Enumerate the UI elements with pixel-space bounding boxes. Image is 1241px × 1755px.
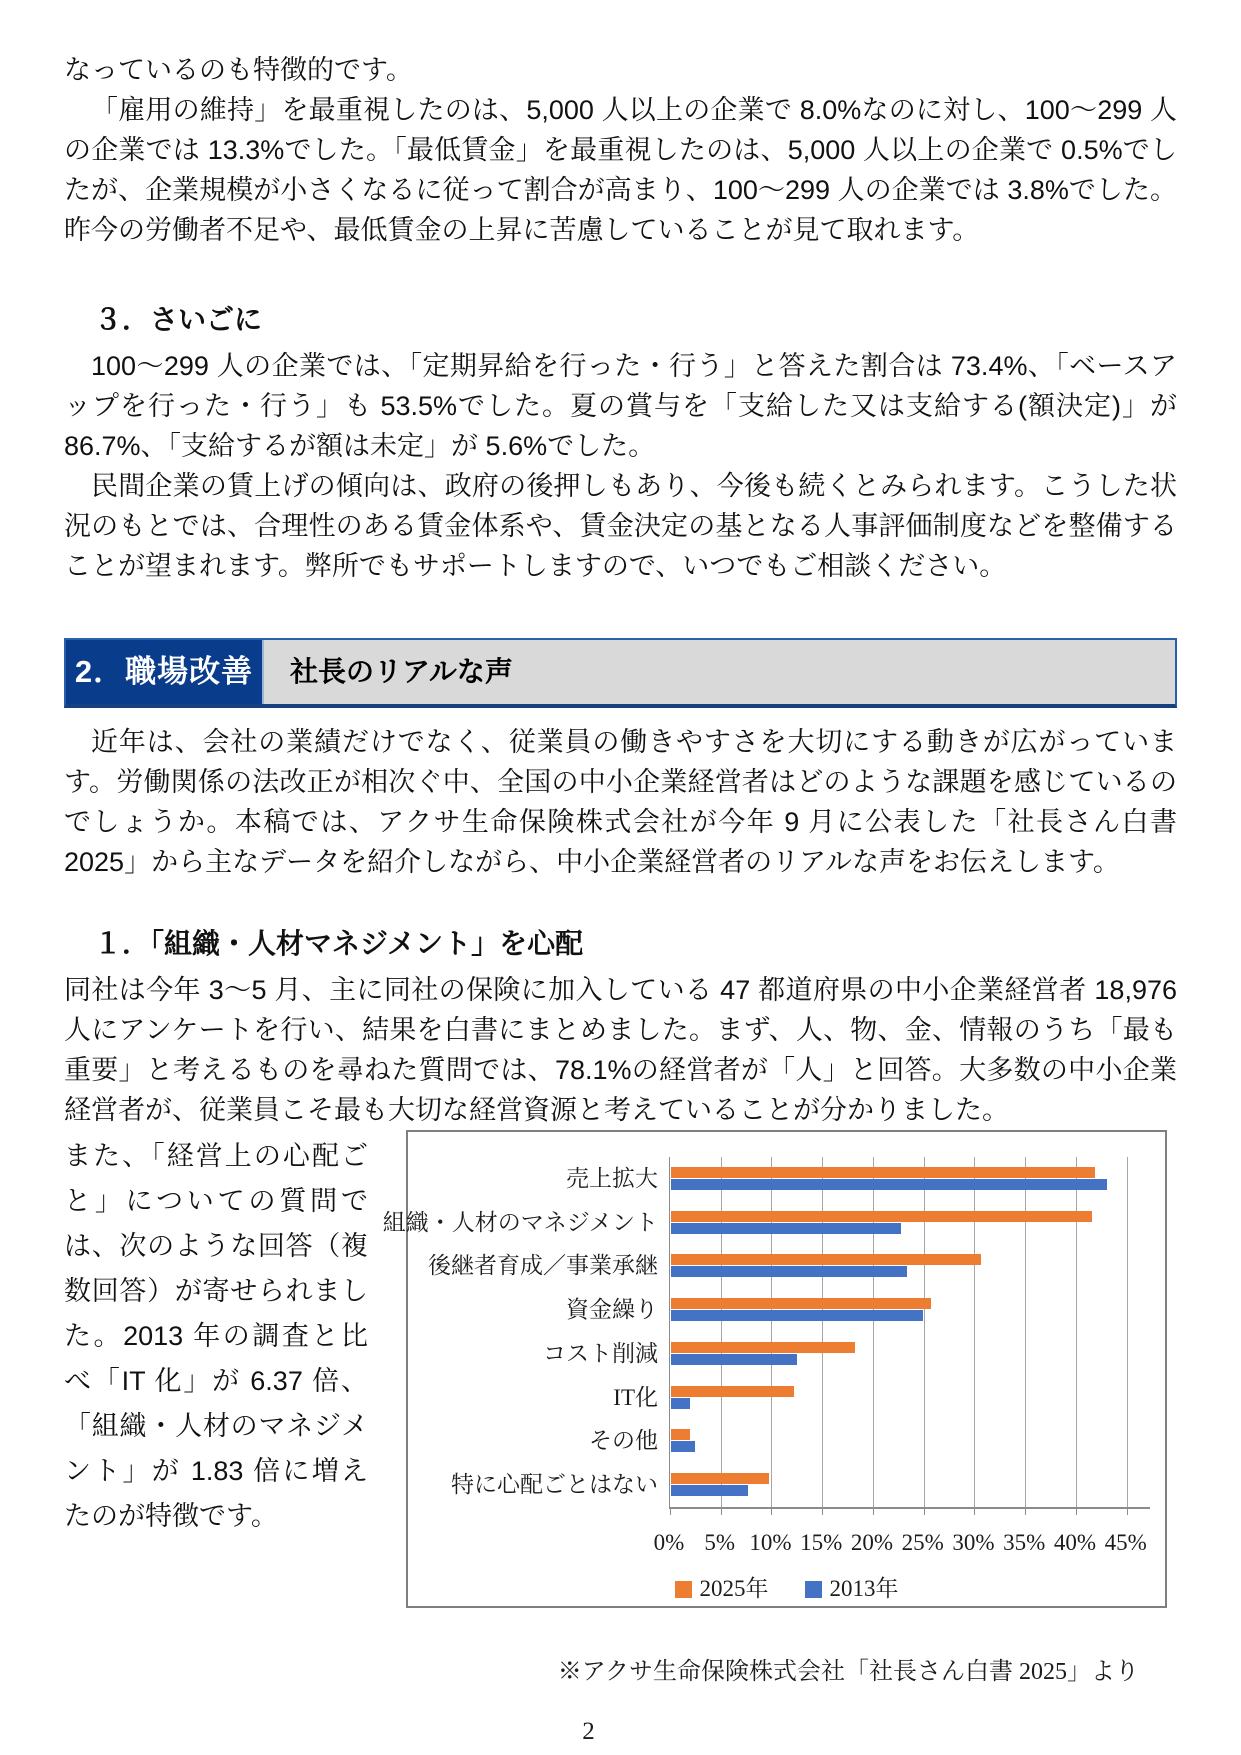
axis-tick bbox=[771, 1507, 772, 1515]
x-axis-tick-label: 0% bbox=[653, 1530, 685, 1555]
bar-2013年 bbox=[671, 1441, 695, 1452]
bar-2025年 bbox=[671, 1254, 981, 1265]
category-label: IT化 bbox=[613, 1384, 658, 1410]
gridline bbox=[924, 1157, 925, 1507]
x-axis-tick-label: 25% bbox=[901, 1530, 944, 1555]
x-axis-tick-label: 40% bbox=[1053, 1530, 1096, 1555]
x-axis-tick-label: 30% bbox=[952, 1530, 995, 1555]
gridline bbox=[873, 1157, 874, 1507]
gridline bbox=[721, 1157, 722, 1507]
legend-label: 2025年 bbox=[699, 1576, 769, 1601]
bar-2025年 bbox=[671, 1298, 931, 1309]
bar-2013年 bbox=[671, 1310, 923, 1321]
category-label: 資金繰り bbox=[566, 1297, 658, 1323]
x-axis-tick-label: 35% bbox=[1003, 1530, 1046, 1555]
section-subtitle: 社長のリアルな声 bbox=[262, 640, 1175, 704]
axis-tick bbox=[822, 1507, 823, 1515]
legend-swatch-icon bbox=[675, 1581, 692, 1598]
paragraph-top: なっているのも特徴的です。 bbox=[64, 55, 413, 85]
heading-saigoni: ３．さいごに bbox=[94, 304, 263, 335]
axis-tick bbox=[1025, 1507, 1026, 1515]
category-label: 売上拡大 bbox=[566, 1165, 658, 1191]
legend-item bbox=[675, 1569, 769, 1609]
heading-soshiki: １．「組織・人材マネジメント」を心配 bbox=[94, 928, 584, 959]
gridline bbox=[822, 1157, 823, 1507]
figure-row bbox=[64, 1130, 1177, 1616]
legend-label: 2013年 bbox=[829, 1576, 899, 1601]
paragraph-workplace-intro: 近年は、会社の業績だけでなく、従業員の働きやすさを大切にする動きが広がっています。労働関係の法改正が相次ぐ中、全国の中小企業経営者はどのような課題を感じているのでしょうか。本稿では、アクサ生命保険株式会社が今年 9 月に公表した「社長さん白書 2025」から主なデータを紹介しながら、中小企業経営者のリアルな声をお伝えします。 bbox=[64, 727, 1177, 877]
category-label: 後継者育成／事業承継 bbox=[428, 1253, 658, 1279]
axis-tick bbox=[1076, 1507, 1077, 1515]
legend-swatch-icon bbox=[805, 1581, 822, 1598]
x-axis-tick-label: 10% bbox=[749, 1530, 792, 1555]
category-label: 組織・人材のマネジメント bbox=[382, 1209, 658, 1235]
x-axis-tick-label: 15% bbox=[800, 1530, 843, 1555]
paragraph-saigoni-1: 100～299 人の企業では、「定期昇給を行った・行う」と答えた割合は 73.4%、「ベースアップを行った・行う」も 53.5%でした。夏の賞与を「支給した又は支給する(額決定)」が 86.7%、「支給するが額は未定」が 5.6%でした。 bbox=[64, 351, 1177, 461]
axis-tick bbox=[924, 1507, 925, 1515]
bar-2013年 bbox=[671, 1179, 1107, 1190]
axis-tick bbox=[974, 1507, 975, 1515]
paragraph-survey: 同社は今年 3～5 月、主に同社の保険に加入している 47 都道府県の中小企業経営者 18,976 人にアンケートを行い、結果を白書にまとめました。まず、人、物、金、情報のうち「最も重要」と考えるものを尋ねた質問では、78.1%の経営者が「人」と回答。大多数の中小企業経営者が、従業員こそ最も大切な経営資源と考えていることが分かりました。 bbox=[64, 975, 1177, 1125]
bar-chart bbox=[382, 1130, 1167, 1608]
category-label: 特に心配ごとはない bbox=[451, 1472, 658, 1498]
bar-2025年 bbox=[671, 1386, 794, 1397]
axis-tick bbox=[873, 1507, 874, 1515]
side-note: また、「経営上の心配ごと」についての質問では、次のような回答（複数回答）が寄せられました。2013 年の調査と比べ「IT 化」が 6.37 倍、「組織・人材のマネジメント」が 1.83 倍に増えたのが特徴です。 bbox=[64, 1141, 368, 1531]
gridline bbox=[1025, 1157, 1026, 1507]
legend-item bbox=[805, 1569, 899, 1609]
bar-2013年 bbox=[671, 1223, 901, 1234]
x-axis-tick-label: 20% bbox=[850, 1530, 894, 1555]
gridline bbox=[771, 1157, 772, 1507]
section-header-bar bbox=[64, 638, 1177, 708]
axis-tick bbox=[721, 1507, 722, 1515]
section-number-badge: 2．職場改善 bbox=[66, 640, 262, 704]
paragraph-employment: 「雇用の維持」を最重視したのは、5,000 人以上の企業で 8.0%なのに対し、100～299 人の企業では 13.3%でした。「最低賃金」を最重視したのは、5,000 人以上の企業で 0.5%でしたが、企業規模が小さくなるに従って割合が高まり、100～299 人の企業では 3.8%でした。昨今の労働者不足や、最低賃金の上昇に苦慮していることが見て取れます。 bbox=[64, 95, 1177, 245]
bar-2013年 bbox=[671, 1398, 690, 1409]
chart-source-caption: ※アクサ生命保険株式会社「社長さん白書 2025」より bbox=[557, 1659, 1139, 1685]
bar-2013年 bbox=[671, 1354, 797, 1365]
chart-legend bbox=[408, 1569, 1165, 1609]
bar-2025年 bbox=[671, 1211, 1092, 1222]
category-label: コスト削減 bbox=[543, 1340, 658, 1366]
axis-tick bbox=[1127, 1507, 1128, 1515]
gridline bbox=[974, 1157, 975, 1507]
paragraph-saigoni-2: 民間企業の賃上げの傾向は、政府の後押しもあり、今後も続くとみられます。こうした状況のもとでは、合理性のある賃金体系や、賃金決定の基となる人事評価制度などを整備することが望まれます。弊所でもサポートしますので、いつでもご相談ください。 bbox=[64, 471, 1177, 581]
bar-2025年 bbox=[671, 1473, 769, 1484]
bar-2025年 bbox=[671, 1167, 1095, 1178]
bar-2025年 bbox=[671, 1342, 855, 1353]
bar-2013年 bbox=[671, 1266, 907, 1277]
bar-2025年 bbox=[671, 1429, 690, 1440]
x-axis-tick-label: 5% bbox=[704, 1530, 736, 1555]
x-axis-tick-label: 45% bbox=[1104, 1530, 1147, 1555]
category-label: その他 bbox=[589, 1428, 658, 1454]
axis-tick bbox=[670, 1507, 671, 1515]
chart-plot bbox=[669, 1157, 1150, 1509]
gridline bbox=[1127, 1157, 1128, 1507]
bar-2013年 bbox=[671, 1485, 748, 1496]
page-number: 2 bbox=[582, 1718, 595, 1745]
gridline bbox=[1076, 1157, 1077, 1507]
